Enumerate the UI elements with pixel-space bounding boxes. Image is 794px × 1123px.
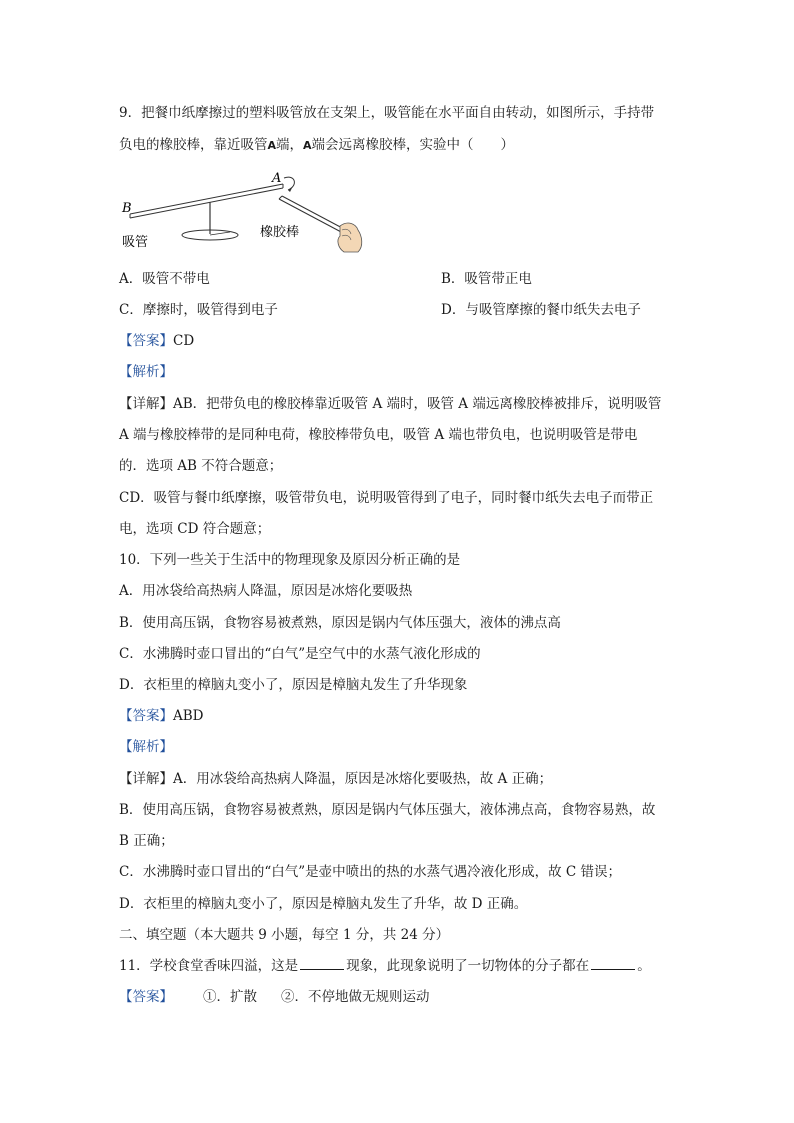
q9-answer: [119, 332, 194, 350]
q10-stem: 10．下列一些关于生活中的物理现象及原因分析正确的是: [119, 552, 461, 568]
label-rod: 橡胶棒: [260, 225, 300, 240]
rotation-arrowhead: [288, 186, 293, 192]
answer-value-2: ②．不停地做无规则运动: [281, 989, 430, 1005]
section-title: 二、填空题（本大题共 9 小题，每空 1 分，共 24 分）: [119, 927, 450, 943]
straw-rod-diagram: [118, 164, 368, 254]
detail-text: AB．把带负电的橡胶棒靠近吸管 A 端时，吸管 A 端远离橡胶棒被排斥，说明吸管: [173, 396, 662, 412]
q10-detail-line4: C．水沸腾时壶口冒出的“白气”是壶中喷出的热的水蒸气遇冷液化形成，故 C 错误；: [119, 864, 622, 880]
q10-answer: [119, 707, 204, 725]
q10-analysis-tag: 【解析】: [119, 739, 173, 755]
q10-option-a: A．用冰袋给高热病人降温，原因是冰熔化要吸热: [119, 583, 413, 599]
answer-blank: [591, 957, 635, 970]
q9-detail-line1: [119, 395, 661, 413]
q10-option-c: C．水沸腾时壶口冒出的“白气”是空气中的水蒸气液化形成的: [119, 646, 481, 662]
q9-stem-text: 负电的橡胶棒，靠近吸管: [119, 137, 268, 153]
straw-bottom-edge: [130, 188, 283, 218]
q9-end-a-label: A: [303, 139, 312, 152]
q11-stem-text: 。: [637, 958, 651, 974]
q11-stem-text: 11．学校食堂香味四溢，这是: [119, 958, 299, 974]
q9-stem-line2: [119, 136, 514, 155]
answer-value: ABD: [173, 708, 204, 724]
detail-tag: 【详解】: [119, 396, 173, 412]
q9-option-c: C．摩擦时，吸管得到电子: [119, 302, 278, 318]
rotation-arrow: [284, 177, 294, 190]
q9-detail-line5: 电，选项 CD 符合题意；: [119, 521, 271, 537]
q9-option-b: B．吸管带正电: [441, 271, 532, 287]
q10-detail-line3: B 正确；: [119, 833, 174, 849]
answer-tag: 【答案】: [119, 989, 173, 1005]
q9-option-d: D．与吸管摩擦的餐巾纸失去电子: [441, 302, 641, 318]
q11-stem: [119, 957, 651, 975]
q9-stem-text: 端，: [276, 137, 304, 153]
q9-detail-line3: 的．选项 AB 不符合题意；: [119, 458, 283, 474]
q10-detail-line2: B．使用高压锅，食物容易被煮熟，原因是锅内气体压强大，液体沸点高，食物容易熟，故: [119, 802, 656, 818]
q9-detail-line2: A 端与橡胶棒带的是同种电荷，橡胶棒带负电，吸管 A 端也带负电，也说明吸管是带电: [119, 427, 638, 443]
q9-stem-line1: 9．把餐巾纸摩擦过的塑料吸管放在支架上，吸管能在水平面自由转动，如图所示，手持带: [119, 105, 655, 121]
q10-option-d: D．衣柜里的樟脑丸变小了，原因是樟脑丸发生了升华现象: [119, 677, 468, 693]
rod-tip: [279, 196, 282, 199]
q10-option-b: B．使用高压锅，食物容易被煮熟，原因是锅内气体压强大，液体的沸点高: [119, 615, 561, 631]
q10-detail-line1: [119, 770, 552, 788]
detail-tag: 【详解】: [119, 771, 173, 787]
stand-base-line: [210, 232, 230, 235]
q9-detail-line4: CD．吸管与餐巾纸摩擦，吸管带负电，说明吸管得到了电子，同时餐巾纸失去电子而带正: [119, 490, 654, 506]
answer-tag: 【答案】: [119, 708, 173, 724]
straw-top-edge: [130, 184, 283, 214]
q9-option-a: A．吸管不带电: [119, 271, 210, 287]
q9-stem-text: 端会远离橡胶棒，实验中（ ）: [311, 137, 515, 153]
answer-tag: 【答案】: [119, 333, 173, 349]
answer-value: CD: [173, 333, 195, 349]
q10-detail-line5: D．衣柜里的樟脑丸变小了，原因是樟脑丸发生了升华，故 D 正确。: [119, 896, 528, 912]
q11-answer: [119, 988, 430, 1006]
label-a: A: [272, 171, 282, 186]
answer-blank: [300, 957, 344, 970]
label-b: B: [122, 201, 132, 216]
label-straw: 吸管: [122, 235, 149, 250]
straw-rod-figure: [118, 164, 368, 254]
detail-text: A．用冰袋给高热病人降温，原因是冰熔化要吸热，故 A 正确；: [173, 771, 553, 787]
answer-value-1: ①．扩散: [203, 989, 257, 1005]
q11-stem-text: 现象，此现象说明了一切物体的分子都在: [346, 958, 590, 974]
q9-end-a-label: A: [267, 139, 277, 152]
q9-analysis-tag: 【解析】: [119, 364, 173, 380]
